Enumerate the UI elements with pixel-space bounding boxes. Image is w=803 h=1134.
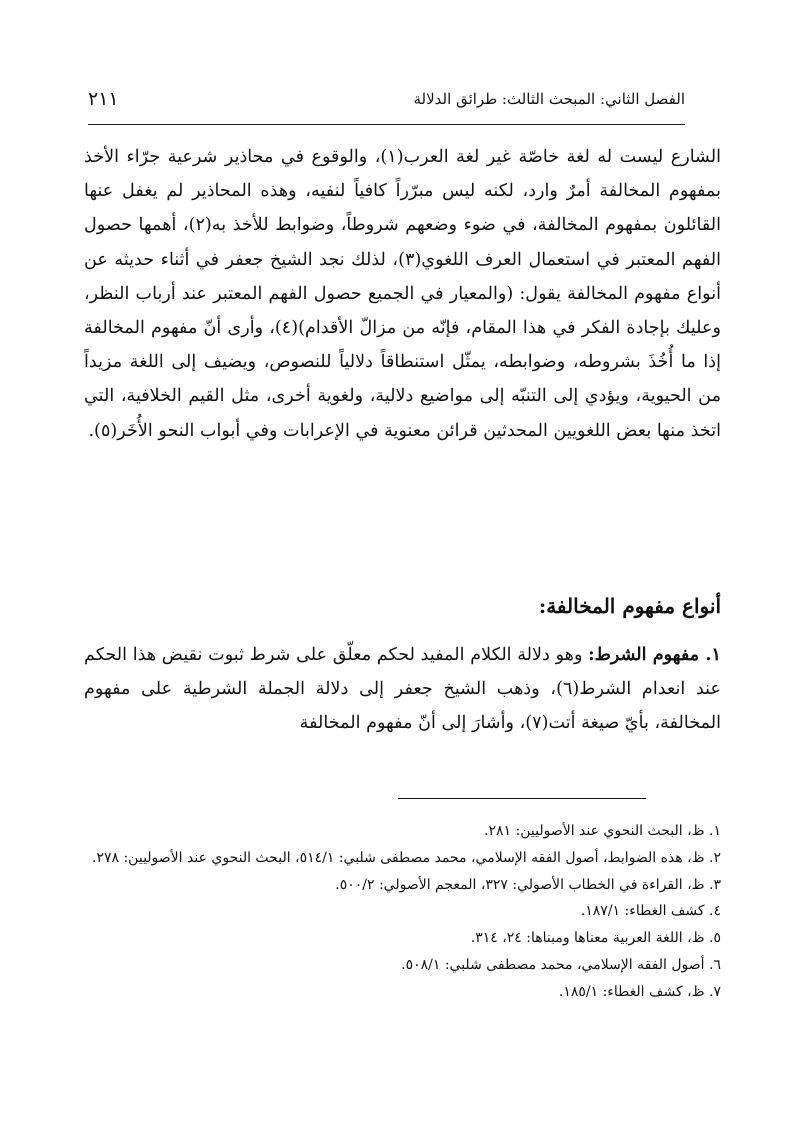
main-paragraph [84, 140, 721, 448]
footnote-3: ٣. ظ، القراءة في الخطاب الأصولي: ٣٢٧، المعجم الأصولي: ٥٠٠/٢. [335, 876, 721, 893]
item-lead-term: ١. مفهوم الشرط: [588, 644, 721, 665]
footnote-1: ١. ظ، البحث النحوي عند الأصوليين: ٢٨١. [484, 823, 721, 839]
footnote-7: ٧. ظ، كشف الغطاء: ١٨٥/١. [558, 983, 721, 1000]
section-heading: أنواع مفهوم المخالفة: [538, 594, 721, 618]
footnotes [84, 818, 721, 1006]
header-divider [88, 124, 685, 125]
paragraph-text: الشارع ليست له لغة خاصّة غير لغة العرب(١)، والوقوع في محاذير شرعية جرّاء الأخذ بمفهوم المخالفة أمرٌ وارد، لكنه ليس مبرّراً كافياً لنفيه، وهذه المحاذير لم يغفل عنها القائلون بمفهوم المخالفة، في ضوء وضعهم شروطاً، وضوابط للأخذ به(٢)، أهمها حصول الفهم المعتبر في استعمال العرف اللغوي(٣)، لذلك نجد الشيخ جعفر في أثناء حديثه عن أنواع مفهوم المخالفة يقول: (والمعيار في الجميع حصول الفهم المعتبر عند أرباب النظر، وعليك بإجادة الفكر في هذا المقام، فإنّه من مزالّ الأقدام)(٤)، وأرى أنّ مفهوم المخالفة إذا ما أُخُذَ بشروطه، وضوابطه، يمثّل استنطاقاً دلالياً للنصوص، ويضيف إلى اللغة مزيداً من الحيوية، ويؤدي إلى التنبّه إلى مواضيع دلالية، ولغوية أخرى، مثل القيم الخلافية، التي اتخذ منها بعض اللغويين المحدثين قرائن معنوية في الإعرابات وفي أبواب النحو الأُخَر(٥). [84, 147, 722, 441]
footnote-divider [398, 798, 646, 799]
page-number: ٢١١ [88, 88, 119, 110]
item-body-text: وهو دلالة الكلام المفيد لحكم معلّق على شرط ثبوت نقيض هذا الحكم عند انعدام الشرط(٦)، وذهب الشيخ جعفر إلى دلالة الجملة الشرطية على مفهوم المخالفة، بأيّ صيغة أتت(٧)، وأشارَ إلى أنّ مفهوم المخالفة [84, 645, 721, 734]
list-item-condition-concept [84, 638, 721, 741]
footnote-2: ٢. ظ، هذه الضوابط، أصول الفقه الإسلامي، محمد مصطفى شلبي: ٥١٤/١، البحث النحوي عند الأصوليين: ٢٧٨. [92, 849, 721, 866]
chapter-title: الفصل الثاني: المبحث الثالث: طرائق الدلالة [413, 90, 685, 108]
footnote-5: ٥. ظ، اللغة العربية معناها ومبناها: ٢٤، ٣١٤. [470, 930, 721, 947]
footnote-6: ٦. أصول الفقه الإسلامي، محمد مصطفى شلبي: ٥٠٨/١. [401, 956, 721, 973]
item-paragraph [84, 638, 721, 741]
footnote-4: ٤. كشف الغطاء: ١٨٧/١. [580, 903, 721, 920]
running-header [88, 90, 685, 122]
